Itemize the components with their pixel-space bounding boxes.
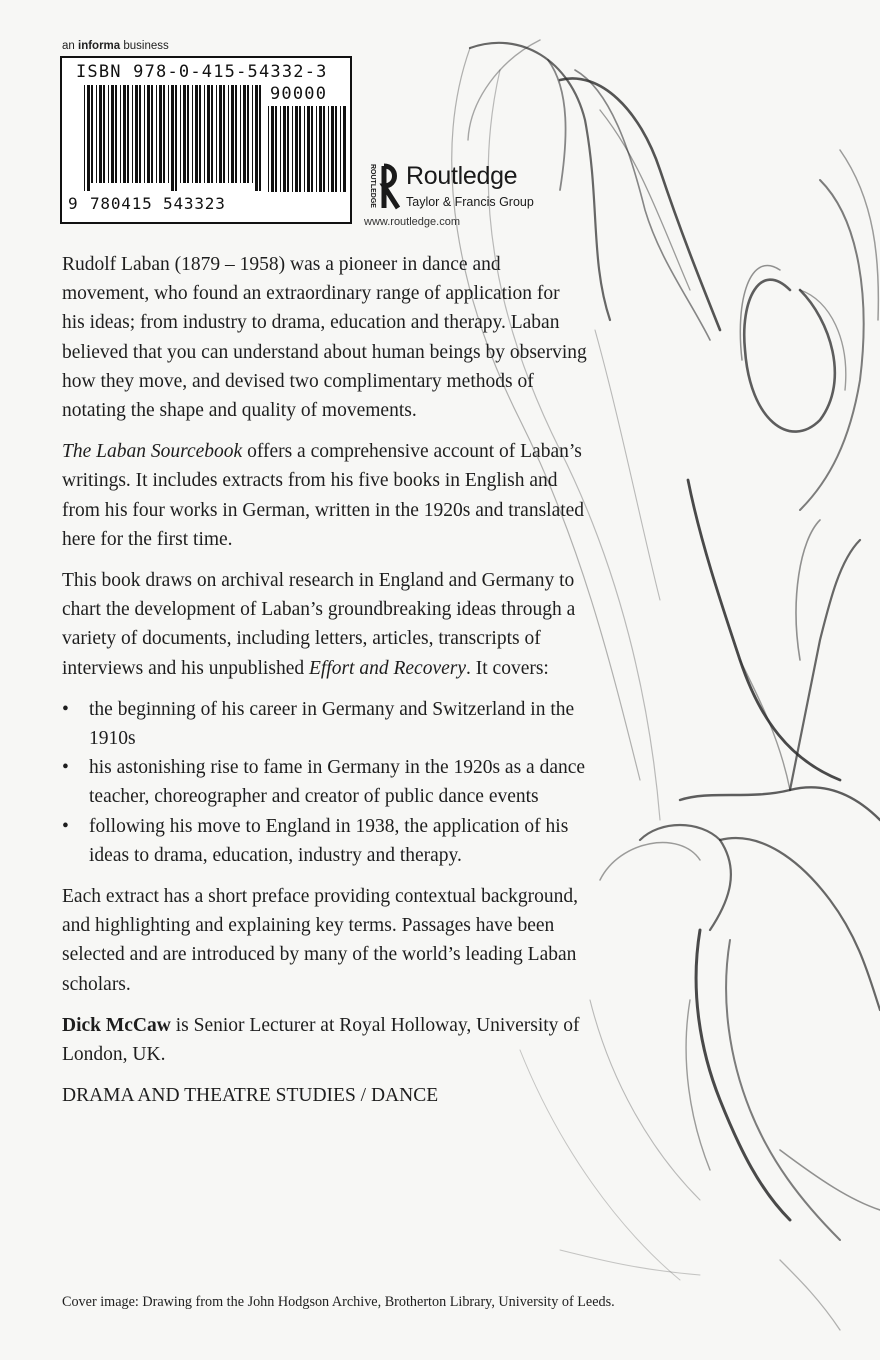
barcode-bar — [228, 85, 229, 183]
barcode-bar — [159, 85, 162, 183]
book-title: The Laban Sourcebook — [62, 441, 243, 463]
barcode-bar — [216, 85, 217, 183]
barcode-bar — [132, 85, 133, 183]
barcode-bar — [171, 85, 174, 191]
barcode-bar — [135, 85, 138, 183]
barcode-bar — [96, 85, 97, 183]
barcode-bar — [192, 85, 193, 183]
archival-paragraph: This book draws on archival research in England and Germany to chart the development of Laban’s groundbreaking ideas through a variety of documents, including letters, articles, transcripts of interviews and his unpublished Effort and Recovery. It covers: — [62, 570, 576, 679]
barcode-bar — [311, 106, 313, 192]
barcode-bar — [195, 85, 198, 183]
barcode-bar — [323, 106, 325, 192]
barcode-bar — [268, 106, 269, 192]
barcode-bar — [144, 85, 145, 183]
unpublished-title: Effort and Recovery — [308, 657, 466, 679]
barcode-bar — [340, 106, 341, 192]
price-code: 90000 — [270, 84, 328, 104]
coverage-list — [62, 695, 587, 870]
list-item: • following his move to England in 1938, the application of his ideas to drama, education, industry and therapy. — [62, 812, 587, 870]
barcode-bar — [223, 85, 225, 183]
barcode-digits: 780415 543323 — [90, 194, 226, 213]
barcode-bar — [292, 106, 293, 192]
subject-category: DRAMA AND THEATRE STUDIES / DANCE — [62, 1085, 439, 1107]
barcode-bar — [187, 85, 189, 183]
barcode-bar — [115, 85, 117, 183]
barcode-bar — [295, 106, 298, 192]
barcode-bar — [219, 85, 222, 183]
barcode-bar — [103, 85, 105, 183]
barcode-bar — [151, 85, 153, 183]
barcode-bar — [91, 85, 93, 183]
barcode-bar — [316, 106, 317, 192]
barcode-bar — [299, 106, 301, 192]
barcode-bar — [199, 85, 201, 183]
barcode-bar — [127, 85, 129, 183]
barcode-bar — [247, 85, 249, 183]
barcode-bar — [211, 85, 213, 183]
bullet-icon: • — [62, 698, 69, 720]
barcode-bar — [84, 85, 85, 191]
barcode-bar — [156, 85, 157, 183]
barcode-bar — [280, 106, 281, 192]
barcode-bar — [252, 85, 253, 183]
publisher-logo — [362, 160, 562, 235]
barcode-bar — [111, 85, 114, 183]
barcode-bar — [307, 106, 310, 192]
barcode-bar — [304, 106, 305, 192]
barcode-bar — [335, 106, 337, 192]
barcode-bar — [204, 85, 205, 183]
isbn-label: ISBN 978-0-415-54332-3 — [76, 62, 328, 82]
barcode-bar — [243, 85, 246, 183]
back-cover-blurb — [62, 250, 587, 1110]
barcode-bar — [343, 106, 346, 192]
barcode-bar — [328, 106, 329, 192]
barcode-bar — [175, 85, 177, 191]
bullet-icon: • — [62, 757, 69, 779]
barcode-bar — [147, 85, 150, 183]
publisher-group: Taylor & Francis Group — [406, 195, 534, 209]
barcode-bars — [84, 85, 262, 193]
barcode-bar — [108, 85, 109, 183]
barcode-bar — [283, 106, 286, 192]
imprint-suffix: business — [123, 40, 169, 52]
barcode-bar — [168, 85, 169, 183]
barcode-bar — [287, 106, 289, 192]
informa-imprint — [62, 40, 169, 52]
barcode-bar — [231, 85, 234, 183]
bullet-icon: • — [62, 815, 69, 837]
barcode-bar — [331, 106, 334, 192]
addon-barcode-bars — [268, 106, 346, 194]
barcode-bar — [275, 106, 277, 192]
barcode-bar — [120, 85, 121, 183]
sourcebook-paragraph: The Laban Sourcebook offers a comprehensive account of Laban’s writings. It includes extracts from his five books in English and from his four works in German, written in the 1920s and translated here for the first time. — [62, 441, 585, 550]
barcode-bar — [259, 85, 261, 191]
imprint-brand: informa — [78, 40, 121, 52]
barcode-bar — [183, 85, 186, 183]
barcode-lead-digit: 9 — [68, 194, 78, 213]
imprint-prefix: an — [62, 40, 75, 52]
emblem-text: ROUTLEDGE — [369, 164, 376, 208]
author-name: Dick McCaw — [62, 1014, 171, 1036]
isbn-barcode — [60, 56, 352, 224]
cover-image-credit: Cover image: Drawing from the John Hodgson Archive, Brotherton Library, University of Leeds. — [62, 1294, 615, 1310]
barcode-bar — [87, 85, 90, 191]
publisher-url: www.routledge.com — [364, 216, 460, 228]
extract-paragraph: Each extract has a short preface providing contextual background, and highlighting and explaining key terms. Passages have been selected and are introduced by many of the world’s leading Laban scholars. — [62, 886, 578, 995]
barcode-bar — [319, 106, 322, 192]
barcode-bar — [255, 85, 258, 191]
list-item: • the beginning of his career in Germany and Switzerland in the 1910s — [62, 695, 587, 753]
publisher-name: Routledge — [406, 162, 518, 190]
barcode-bar — [180, 85, 181, 183]
barcode-bar — [99, 85, 102, 183]
list-item: • his astonishing rise to fame in Germany in the 1920s as a dance teacher, choreographer and creator of public dance events — [62, 753, 587, 811]
barcode-bar — [207, 85, 210, 183]
barcode-bar — [163, 85, 165, 183]
barcode-bar — [123, 85, 126, 183]
barcode-bar — [271, 106, 274, 192]
barcode-bar — [235, 85, 237, 183]
barcode-bar — [139, 85, 141, 183]
routledge-emblem-icon — [362, 162, 402, 218]
barcode-bar — [240, 85, 241, 183]
author-paragraph: Dick McCaw is Senior Lecturer at Royal Holloway, University of London, UK. — [62, 1014, 580, 1066]
intro-paragraph: Rudolf Laban (1879 – 1958) was a pioneer in dance and movement, who found an extraordinary range of application for his ideas; from industry to drama, education and therapy. Laban believed that you can understand about human beings by observing how they move, and devised two complimentary methods of notating the shape and quality of movements. — [62, 254, 587, 422]
